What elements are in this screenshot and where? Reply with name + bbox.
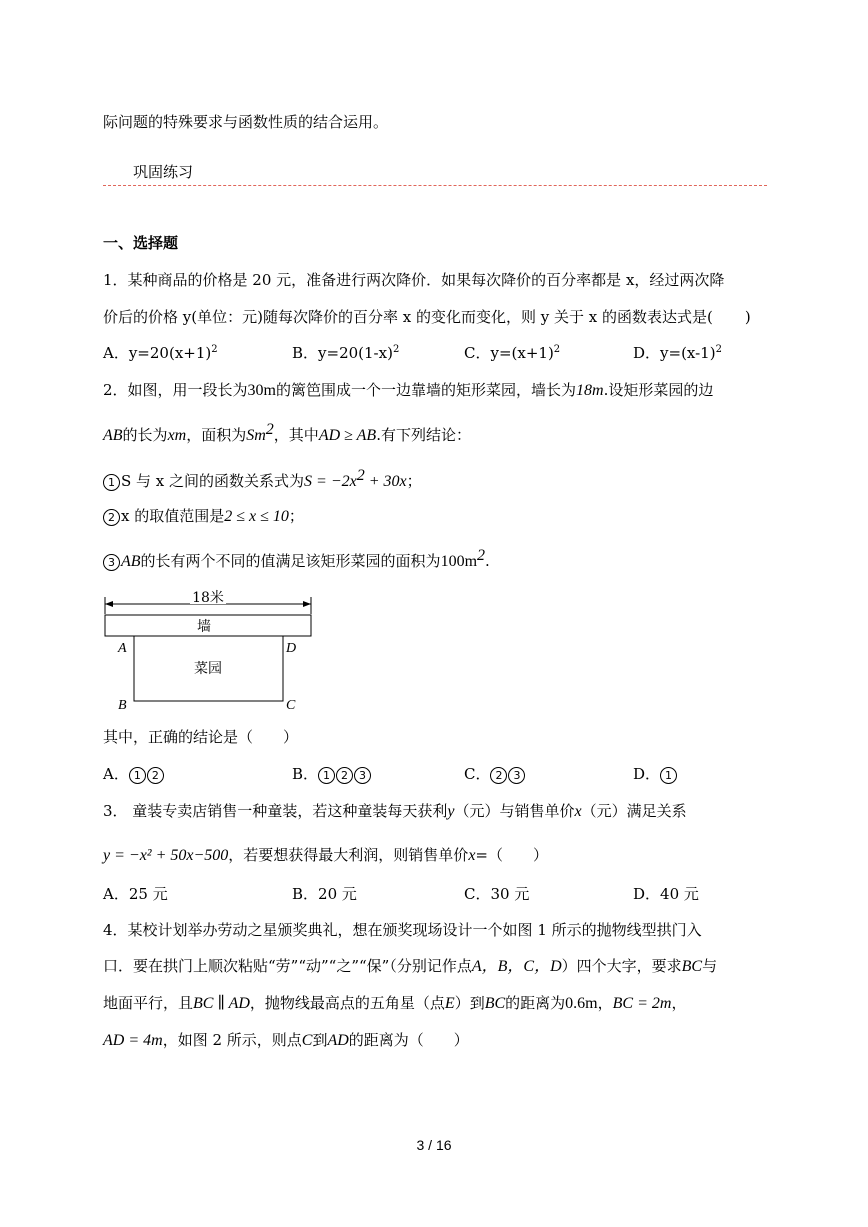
q4-line3: 地面平行，且BC ∥ AD，抛物线最高点的五角星（点E）到BC的距离为0.6m，BC = 2m， [103, 994, 687, 1012]
q1-option-a: A．$y=20(x+1)^2$ [103, 344, 218, 362]
section-divider [103, 185, 767, 186]
q3-option-b: B．20 元 [292, 885, 357, 903]
q2-line2: AB的长为xm，面积为Sm$^2$，其中AD ≥ AB.有下列结论： [103, 421, 471, 444]
q2-line1: 2．如图，用一段长为30m的篱笆围成一个一边靠墙的矩形菜园，墙长为18m.设矩形菜园的边 [103, 381, 714, 399]
q1-option-b: B．$y=20(1-x)^2$ [292, 344, 400, 362]
section-heading: 一、选择题 [103, 234, 179, 252]
q4-line2: 口．要在拱门上顺次粘贴“劳”“动”“之”“保”（分别记作点A，B，C，D）四个大字，要求BC与 [103, 957, 718, 975]
intro-line: 际问题的特殊要求与函数性质的结合运用。 [103, 113, 389, 131]
garden-label: 菜园 [194, 661, 222, 677]
point-b: B [118, 698, 127, 713]
q2-conclusion-2: 2 x 的取值范围是2 ≤ x ≤ 10； [103, 506, 304, 527]
page-number: 3 / 16 [416, 1137, 452, 1153]
wall-label: 墙 [197, 619, 211, 635]
q3-line2: y = −x² + 50x−500，若要想获得最大利润，则销售单价x=（ ） [103, 846, 548, 864]
q2-conclusion-3: 3 AB的长有两个不同的值满足该矩形菜园的面积为$100m^2$. [103, 551, 490, 572]
q2-option-c: C． 2 3 [464, 764, 526, 784]
q2-option-d: D． 1 [633, 764, 678, 784]
q1-line1: 1．某种商品的价格是 20 元，准备进行两次降价．如果每次降价的百分率都是 x，经过两次降 [103, 271, 725, 289]
garden-figure [98, 586, 320, 714]
q3-formula: y = −x² + 50x−500 [103, 847, 229, 864]
q4-line4: AD = 4m，如图 2 所示，则点C到AD的距离为（ ） [103, 1031, 469, 1049]
q2-ask: 其中，正确的结论是（ ） [103, 728, 299, 746]
q4-line1: 4．某校计划举办劳动之星颁奖典礼，想在颁奖现场设计一个如图 1 所示的抛物线型拱门入 [103, 921, 702, 939]
arrow-left [105, 601, 113, 607]
circled-number-1: 1 [103, 474, 120, 491]
q3-option-a: A．25 元 [103, 885, 168, 903]
dimension-label: 18米 [192, 590, 224, 606]
point-c: C [286, 698, 296, 713]
section-tab: 巩固练习 [133, 163, 194, 181]
q3-line1: 3． 童装专卖店销售一种童装，若这种童装每天获利y（元）与销售单价x（元）满足关系 [103, 802, 687, 820]
q1-line2-close: ) [744, 308, 751, 326]
arrow-right [303, 601, 311, 607]
q3-option-c: C．30 元 [464, 885, 530, 903]
q2-conclusion-1: 1 S 与 x 之间的函数关系式为$S = -2x^2 + 30x$； [103, 471, 422, 492]
circled-number-3: 3 [103, 554, 120, 571]
q1-line2-text: 价后的价格 y(单位：元)随每次降价的百分率 x 的变化而变化，则 y 关于 x 的函数表达式是( [103, 308, 713, 326]
q2-option-b: B． 1 2 3 [292, 764, 372, 784]
q2-option-a: A． 1 2 [103, 764, 165, 784]
circled-number-2: 2 [103, 509, 120, 526]
q3-option-d: D．40 元 [633, 885, 699, 903]
point-d: D [286, 641, 297, 656]
q2-fence-length: 30m [247, 382, 276, 399]
q1-option-d: D．$y=(x-1)^2$ [633, 344, 722, 362]
point-a: A [118, 641, 127, 656]
q2-wall-length: 18m [576, 382, 604, 399]
q1-option-c: C．$y=(x+1)^2$ [464, 344, 561, 362]
q1-line2 [103, 307, 751, 327]
